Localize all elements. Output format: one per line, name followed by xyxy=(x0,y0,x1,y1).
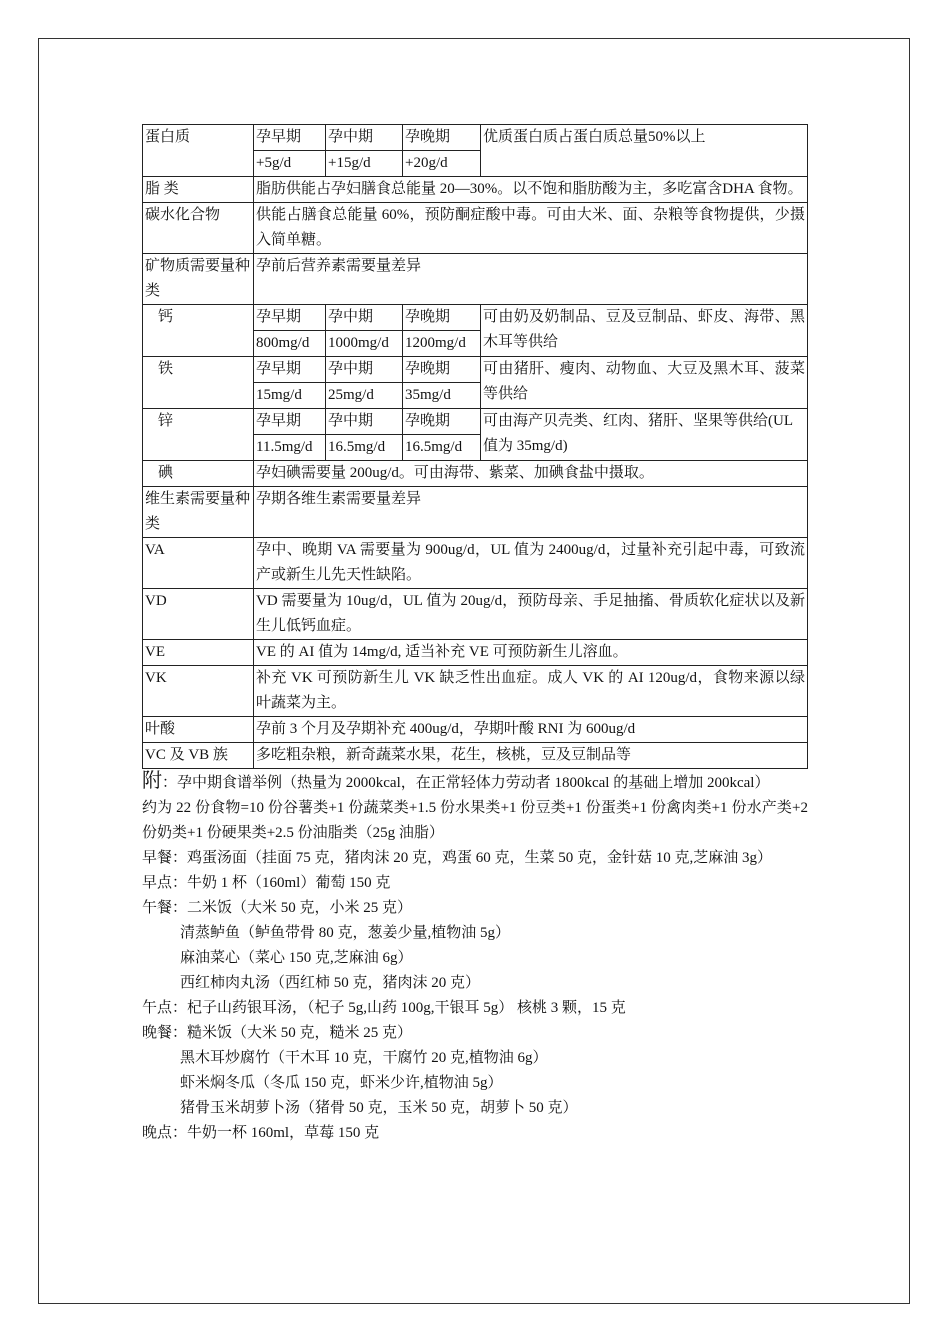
period-cell: 孕晚期 xyxy=(403,125,481,151)
table-row xyxy=(143,357,808,383)
value-cell: +5g/d xyxy=(254,151,326,177)
row-label: VC 及 VB 族 xyxy=(143,743,254,769)
period-cell: 孕中期 xyxy=(326,125,403,151)
value-cell: 11.5mg/d xyxy=(254,435,326,461)
row-label: VE xyxy=(143,640,254,666)
dinner-line: 晚餐：糙米饭（大米 50 克，糙米 25 克） xyxy=(142,1025,413,1041)
row-text: 供能占膳食总能量 60%，预防酮症酸中毒。可由大米、面、杂粮等食物提供，少摄入简单糖。 xyxy=(254,203,808,254)
row-label: 碘 xyxy=(143,461,254,487)
row-text: 孕前 3 个月及孕期补充 400ug/d，孕期叶酸 RNI 为 600ug/d xyxy=(254,717,808,743)
period-cell: 孕早期 xyxy=(254,409,326,435)
lunch-item: 清蒸鲈鱼（鲈鱼带骨 80 克，葱姜少量,植物油 5g） xyxy=(180,925,511,941)
dinner-item: 猪骨玉米胡萝卜汤（猪骨 50 克，玉米 50 克，胡萝卜 50 克） xyxy=(180,1100,578,1116)
row-label: 蛋白质 xyxy=(143,125,254,177)
lunch-line: 午餐：二米饭（大米 50 克，小米 25 克） xyxy=(142,900,413,916)
row-label: 碳水化合物 xyxy=(143,203,254,254)
table-row xyxy=(143,254,808,305)
servings-line: 约为 22 份食物=10 份谷薯类+1 份蔬菜类+1.5 份水果类+1 份豆类+1 份蛋类+1 份禽肉类+1 份水产类+2 份奶类+1 份硬果类+2.5 份油脂类（25g 油脂） xyxy=(142,800,808,841)
period-cell: 孕晚期 xyxy=(403,305,481,331)
table-row xyxy=(143,640,808,666)
row-label: VD xyxy=(143,589,254,640)
lunch-item: 麻油菜心（菜心 150 克,芝麻油 6g） xyxy=(180,950,413,966)
note-cell: 可由猪肝、瘦肉、动物血、大豆及黑木耳、菠菜等供给 xyxy=(481,357,808,409)
value-cell: 25mg/d xyxy=(326,383,403,409)
dinner-item: 虾米焖冬瓜（冬瓜 150 克，虾米少许,植物油 5g） xyxy=(180,1075,503,1091)
row-text: 多吃粗杂粮，新奇蔬菜水果，花生，核桃，豆及豆制品等 xyxy=(254,743,808,769)
value-cell: 35mg/d xyxy=(403,383,481,409)
value-cell: 15mg/d xyxy=(254,383,326,409)
table-row xyxy=(143,203,808,254)
row-text: VE 的 AI 值为 14mg/d, 适当补充 VE 可预防新生儿溶血。 xyxy=(254,640,808,666)
value-cell: +15g/d xyxy=(326,151,403,177)
appendix-marker: 附 xyxy=(142,770,162,792)
nutrition-table xyxy=(142,124,808,769)
row-text: VD 需要量为 10ug/d，UL 值为 20ug/d，预防母亲、手足抽搐、骨质软化症状以及新生儿低钙血症。 xyxy=(254,589,808,640)
row-text: 孕前后营养素需要量差异 xyxy=(254,254,808,305)
evening-snack-line: 晚点：牛奶一杯 160ml，草莓 150 克 xyxy=(142,1125,380,1141)
row-text: 孕妇碘需要量 200ug/d。可由海带、紫菜、加碘食盐中摄取。 xyxy=(254,461,808,487)
period-cell: 孕早期 xyxy=(254,357,326,383)
table-row xyxy=(143,177,808,203)
period-cell: 孕早期 xyxy=(254,125,326,151)
period-cell: 孕中期 xyxy=(326,305,403,331)
table-row xyxy=(143,589,808,640)
period-cell: 孕中期 xyxy=(326,409,403,435)
row-label: 叶酸 xyxy=(143,717,254,743)
row-text: 孕中、晚期 VA 需要量为 900ug/d，UL 值为 2400ug/d，过量补充引起中毒，可致流产或新生儿先天性缺陷。 xyxy=(254,538,808,589)
table-row xyxy=(143,409,808,435)
table-row xyxy=(143,666,808,717)
note-cell: 可由奶及奶制品、豆及豆制品、虾皮、海带、黑木耳等供给 xyxy=(481,305,808,357)
row-label: 矿物质需要量种类 xyxy=(143,254,254,305)
table-row xyxy=(143,305,808,331)
note-cell: 可由海产贝壳类、红肉、猪肝、坚果等供给(UL 值为 35mg/d) xyxy=(481,409,808,461)
table-row xyxy=(143,461,808,487)
table-row xyxy=(143,743,808,769)
value-cell: 16.5mg/d xyxy=(403,435,481,461)
note-cell: 优质蛋白质占蛋白质总量50%以上 xyxy=(481,125,808,177)
row-label: 维生素需要量种类 xyxy=(143,487,254,538)
period-cell: 孕晚期 xyxy=(403,409,481,435)
table-row xyxy=(143,487,808,538)
document-content xyxy=(142,124,808,1146)
row-label: 钙 xyxy=(143,305,254,357)
afternoon-snack-line: 午点：杞子山药银耳汤，（杞子 5g,山药 100g,干银耳 5g） 核桃 3 颗，15 克 xyxy=(142,1000,626,1016)
row-label: VK xyxy=(143,666,254,717)
value-cell: 1200mg/d xyxy=(403,331,481,357)
table-row xyxy=(143,125,808,151)
breakfast-line: 早餐：鸡蛋汤面（挂面 75 克，猪肉沫 20 克，鸡蛋 60 克，生菜 50 克，金针菇 10 克,芝麻油 3g） xyxy=(142,850,773,866)
table-row xyxy=(143,538,808,589)
row-text: 补充 VK 可预防新生儿 VK 缺乏性出血症。成人 VK 的 AI 120ug/d，食物来源以绿叶蔬菜为主。 xyxy=(254,666,808,717)
period-cell: 孕早期 xyxy=(254,305,326,331)
value-cell: 800mg/d xyxy=(254,331,326,357)
lunch-item: 西红柿肉丸汤（西红柿 50 克，猪肉沫 20 克） xyxy=(180,975,481,991)
dinner-item: 黑木耳炒腐竹（干木耳 10 克，干腐竹 20 克,植物油 6g） xyxy=(180,1050,548,1066)
value-cell: +20g/d xyxy=(403,151,481,177)
appendix-title xyxy=(142,769,808,796)
morning-snack-line: 早点：牛奶 1 杯（160ml）葡萄 150 克 xyxy=(142,875,391,891)
row-label: 锌 xyxy=(143,409,254,461)
row-label: 脂 类 xyxy=(143,177,254,203)
value-cell: 16.5mg/d xyxy=(326,435,403,461)
period-cell: 孕晚期 xyxy=(403,357,481,383)
row-label: 铁 xyxy=(143,357,254,409)
value-cell: 1000mg/d xyxy=(326,331,403,357)
row-text: 脂肪供能占孕妇膳食总能量 20—30%。以不饱和脂肪酸为主，多吃富含DHA 食物。 xyxy=(254,177,808,203)
row-text: 孕期各维生素需要量差异 xyxy=(254,487,808,538)
appendix xyxy=(142,769,808,1146)
period-cell: 孕中期 xyxy=(326,357,403,383)
row-label: VA xyxy=(143,538,254,589)
appendix-title-text: ：孕中期食谱举例（热量为 2000kcal，在正常轻体力劳动者 1800kcal 的基础上增加 200kcal） xyxy=(162,775,770,791)
table-row xyxy=(143,717,808,743)
